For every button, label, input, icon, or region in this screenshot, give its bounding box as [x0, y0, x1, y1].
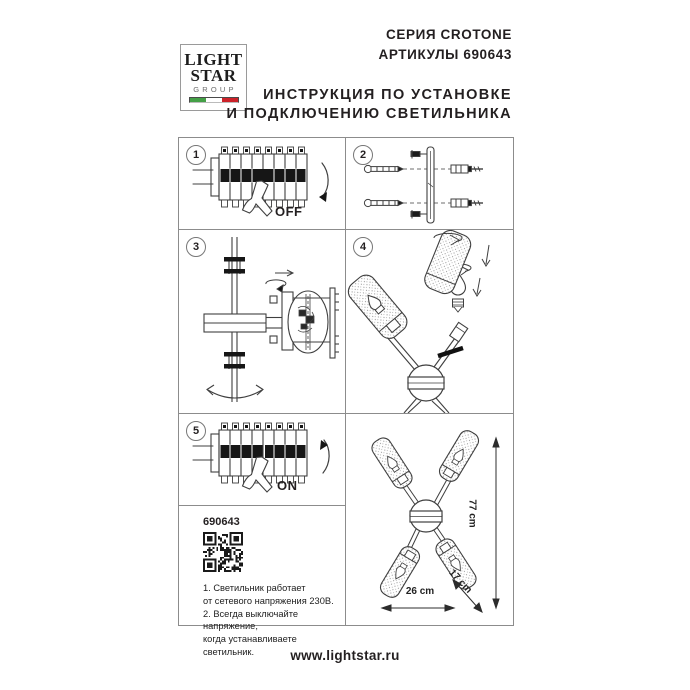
step-1-cell [179, 138, 346, 230]
height-dimension-line [493, 438, 499, 608]
rotate-arrow [266, 270, 293, 292]
flag-green-segment [190, 98, 206, 102]
wall-anchor-1 [434, 165, 483, 173]
hub [408, 365, 444, 401]
note-line: когда устанавливаете светильник. [203, 634, 297, 658]
article-title: АРТИКУЛЫ 690643 [378, 47, 512, 62]
step-3-badge: 3 [186, 237, 206, 257]
note-line: 1. Светильник работает [203, 583, 306, 593]
instruction-title-line2: И ПОДКЛЮЧЕНИЮ СВЕТИЛЬНИКА [226, 105, 512, 122]
website-url: www.lightstar.ru [290, 648, 400, 663]
breaker-off-drawing [189, 139, 339, 229]
step-4-cell [346, 230, 513, 414]
logo-word-light: LIGHT [184, 50, 243, 69]
shade-ring [438, 348, 463, 356]
off-label: OFF [275, 204, 303, 219]
step-3-cell [179, 230, 346, 414]
body-mount-drawing [182, 232, 344, 412]
mount-screw-1 [364, 165, 427, 172]
step-2-badge: 2 [353, 145, 373, 165]
swing-arrow [207, 385, 263, 398]
logo-word-star: STAR [190, 65, 237, 85]
rotate-down-arrow [322, 163, 328, 196]
bulb-shade-drawing [346, 230, 513, 413]
step-5-cell [179, 414, 346, 506]
hub [410, 500, 442, 532]
step-5-badge: 5 [186, 421, 206, 441]
header-text [226, 27, 512, 124]
step-4-badge: 4 [353, 237, 373, 257]
mount-screw-2 [364, 199, 427, 206]
pointing-hand-icon [243, 457, 273, 492]
wall-anchor-2 [434, 199, 483, 207]
article-number: 690643 [203, 516, 240, 528]
width-dimension-line [382, 605, 454, 611]
flag-white-segment [206, 98, 222, 102]
instruction-title-line1: ИНСТРУКЦИЯ ПО УСТАНОВКЕ [263, 87, 512, 103]
qr-code [203, 532, 243, 572]
empty-socket [450, 322, 468, 341]
pointing-hand-icon [243, 181, 273, 216]
note-line: от сетевого напряжения 230В. [203, 595, 334, 606]
logo-word-group: GROUP [193, 85, 237, 95]
breaker-on-drawing [189, 415, 339, 505]
step-1-badge: 1 [186, 145, 206, 165]
note-line: 2. Всегда выключайте напряжение, [203, 608, 299, 632]
article-info-cell [179, 506, 346, 658]
width-dimension-label: 26 cm [405, 586, 435, 597]
height-dimension-label: 77 cm [466, 499, 478, 528]
small-screw-bottom [411, 210, 427, 219]
instruction-title [226, 86, 512, 124]
on-label: ON [277, 478, 298, 493]
series-title: СЕРИЯ CROTONE [386, 27, 512, 42]
installed-shade [346, 271, 411, 342]
depth-dimension-label: 17 cm [446, 567, 474, 596]
small-screw-top [411, 150, 427, 159]
dimensions-cell [346, 414, 513, 625]
wall-bracket-drawing [350, 139, 510, 229]
step-2-cell [346, 138, 513, 230]
